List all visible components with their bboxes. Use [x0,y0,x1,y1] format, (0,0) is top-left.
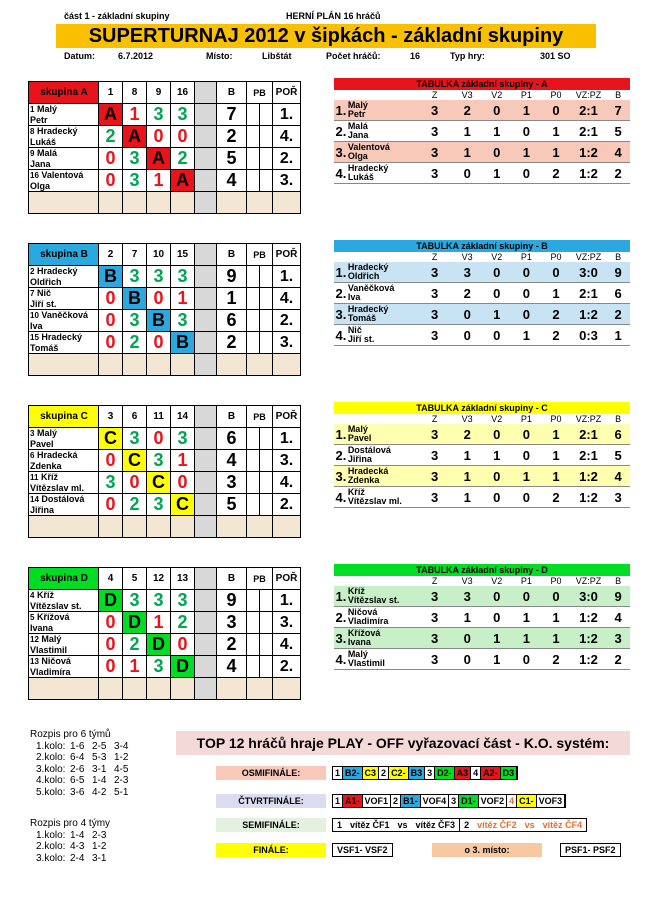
place-value: Libštát [262,51,292,61]
points-cell: 5 [217,494,247,516]
grey-cell [195,310,217,332]
group-row [29,612,301,634]
third-label: o 3. místo: [432,843,542,857]
score-cell: 0 [171,472,195,494]
ctvrt-cell: 4 [507,795,517,807]
semi-cell: vítěz ČF2 [477,820,517,830]
semi-cell: 2 [464,820,470,830]
group-row [29,104,301,126]
points-cell: 6 [217,428,247,450]
schedule-6 [30,729,136,798]
group-row [29,494,301,516]
group-label: skupina B [29,244,99,266]
semi-cell: vs [524,820,535,830]
grey-cell [195,126,217,148]
grey-cell [195,612,217,634]
score-cell: A [123,126,147,148]
player-name: 14 Dostálová Jiřina [29,494,99,516]
pb-cell [247,148,273,170]
points-cell: 5 [217,148,247,170]
score-cell: 1 [147,612,171,634]
ctvrt-cell: D1- [459,795,479,807]
standings-row: 2. Ničová Vladimíra 3 1 0 1 1 1:2 4 [334,607,630,628]
rank-cell: 2. [273,656,301,678]
rank-cell: 1. [273,104,301,126]
score-cell: 3 [171,104,195,126]
standings-row: 1. Hradecký Oldřich 3 3 0 0 0 3:0 9 [334,262,630,283]
rank-cell: 2. [273,148,301,170]
group-table-d [28,567,301,700]
score-cell: 0 [99,634,123,656]
semi-box [332,818,587,832]
standings-row: 4. Nič Jiří st. 3 0 0 1 2 0:3 1 [334,325,630,346]
group-num: 15 [171,244,195,266]
osm-cell: C2- [389,767,409,779]
ctvrt-cell: C1- [517,795,537,807]
score-cell: 1 [171,450,195,472]
schedule-row: 5.kolo: 3-6 4-2 5-1 [36,786,129,798]
player-name: 8 Hradecký Lukáš [29,126,99,148]
score-cell: B [147,310,171,332]
standings-cols: Z V3 V2 P1 P0 VZ:PZ B [431,90,622,100]
group-num: 10 [147,244,171,266]
pb-cell [247,104,273,126]
player-name: 15 Hradecký Tomáš [29,332,99,354]
rank-cell: 1. [273,428,301,450]
group-num: 12 [147,568,171,590]
osm-cell: B2- [343,767,363,779]
group-row [29,266,301,288]
schedule-row: 1.kolo: 1-4 2-3 [36,829,107,841]
group-table-c [28,405,301,538]
score-cell: 3 [123,590,147,612]
score-cell: 2 [99,126,123,148]
group-num: 14 [171,406,195,428]
standings-c [334,402,630,508]
group-num: 8 [123,82,147,104]
group-num: 9 [147,82,171,104]
ctvrt-cell: VOF2 [479,795,508,807]
rank-cell: 4. [273,634,301,656]
score-cell: 0 [99,148,123,170]
standings-a [334,78,630,184]
osm-cell: B3 [409,767,426,779]
semi-label: SEMIFINÁLE: [216,818,326,832]
osm-cell: 2 [379,767,389,779]
group-num: 16 [171,82,195,104]
points-cell: 3 [217,472,247,494]
score-cell: 3 [171,266,195,288]
grey-cell [195,288,217,310]
rank-cell: 1. [273,266,301,288]
semi-cell: vítěz ČF1 [350,820,390,830]
score-cell: C [99,428,123,450]
rank-cell: 2. [273,310,301,332]
col-b: B [217,244,247,266]
col-b: B [217,406,247,428]
osm-cell: C3 [363,767,380,779]
score-cell: 0 [99,310,123,332]
group-num: 7 [123,244,147,266]
points-cell: 2 [217,332,247,354]
col-pb: PB [247,82,273,104]
score-cell: 2 [123,634,147,656]
score-cell: 3 [99,472,123,494]
osm-cell: 1 [333,767,343,779]
score-cell: 1 [123,656,147,678]
group-row [29,126,301,148]
player-name: 12 Malý Vlastimil [29,634,99,656]
score-cell: 3 [147,266,171,288]
grey-cell [195,590,217,612]
player-name: 13 Ničová Vladimíra [29,656,99,678]
col-pb: PB [247,568,273,590]
score-cell: 3 [171,590,195,612]
score-cell: 2 [171,148,195,170]
group-row [29,656,301,678]
pb-cell [247,494,273,516]
schedule-4-title: Rozpis pro 4 týmy [30,818,111,829]
pb-cell [247,332,273,354]
group-table-a [28,81,301,214]
score-cell: 3 [123,170,147,192]
rank-cell: 3. [273,612,301,634]
schedule-6-title: Rozpis pro 6 týmů [30,729,111,740]
schedule-row: 1.kolo: 1-6 2-5 3-4 [36,740,129,752]
points-cell: 1 [217,288,247,310]
standings-row: 3. Křížová Ivana 3 0 1 1 1 1:2 3 [334,628,630,649]
pb-cell [247,634,273,656]
standings-title: TABULKA základní skupiny - C [334,402,630,414]
grey-cell [195,450,217,472]
group-num: 4 [99,568,123,590]
players-value: 16 [410,51,421,61]
col-por: POŘ [273,406,301,428]
standings-cols: Z V3 V2 P1 P0 VZ:PZ B [431,414,622,424]
score-cell: D [99,590,123,612]
score-cell: A [99,104,123,126]
group-row [29,170,301,192]
standings-row: 4. Malý Vlastimil 3 0 1 0 2 1:2 2 [334,649,630,670]
group-num: 5 [123,568,147,590]
score-cell: 3 [171,428,195,450]
game-type-value: 301 SO [540,51,571,61]
date-label: Datum: [64,51,95,61]
score-cell: 3 [123,266,147,288]
pb-cell [247,288,273,310]
score-cell: 2 [123,494,147,516]
score-cell: 0 [99,450,123,472]
standings-row: 4. Hradecký Lukáš 3 0 1 0 2 1:2 2 [334,163,630,184]
col-por: POŘ [273,568,301,590]
points-cell: 4 [217,656,247,678]
grey-cell [195,634,217,656]
rank-cell: 1. [273,590,301,612]
col-b: B [217,82,247,104]
standings-cols: Z V3 V2 P1 P0 VZ:PZ B [431,576,622,586]
group-row [29,332,301,354]
semi-cell: vítěz ČF4 [542,820,583,830]
score-cell: 2 [171,612,195,634]
standings-row: 2. Dostálová Jiřina 3 1 1 0 1 2:1 5 [334,445,630,466]
score-cell: 0 [99,656,123,678]
score-cell: 3 [147,104,171,126]
ctvrt-cell: VOF1 [363,795,392,807]
pb-cell [247,590,273,612]
score-cell: 0 [99,170,123,192]
points-cell: 2 [217,126,247,148]
score-cell: 3 [147,590,171,612]
osm-cell: D2- [435,767,455,779]
score-cell: 0 [171,126,195,148]
player-name: 3 Malý Pavel [29,428,99,450]
score-cell: 0 [123,472,147,494]
standings-row: 3. Hradecký Tomáš 3 0 1 0 2 1:2 2 [334,304,630,325]
group-label: skupina C [29,406,99,428]
osm-cell: A3 [455,767,472,779]
points-cell: 9 [217,266,247,288]
player-name: 7 Nič Jiří st. [29,288,99,310]
standings-row: 3. Hradecká Zdenka 3 1 0 1 1 1:2 4 [334,466,630,487]
score-cell: 0 [171,634,195,656]
group-num: 1 [99,82,123,104]
score-cell: 0 [99,288,123,310]
rank-cell: 3. [273,170,301,192]
ctvrt-cell: B1- [401,795,421,807]
standings-d [334,564,630,670]
score-cell: B [171,332,195,354]
standings-row: 2. Malá Jana 3 1 1 0 1 2:1 5 [334,121,630,142]
group-row [29,310,301,332]
group-label: skupina D [29,568,99,590]
players-label: Počet hráčů: [326,51,381,61]
player-name: 1 Malý Petr [29,104,99,126]
grey-cell [195,494,217,516]
player-name: 9 Malá Jana [29,148,99,170]
score-cell: C [171,494,195,516]
semi-cell: 1 [337,820,343,830]
score-cell: C [147,472,171,494]
standings-title: TABULKA základní skupiny - A [334,78,630,90]
group-row [29,472,301,494]
col-pb: PB [247,406,273,428]
schedule-row: 3.kolo: 2-4 3-1 [36,852,107,864]
standings-title: TABULKA základní skupiny - D [334,564,630,576]
schedule-4 [30,818,114,864]
ctvrt-cell: VOF4 [421,795,450,807]
osm-cell: D3 [501,767,518,779]
player-name: 6 Hradecká Zdenka [29,450,99,472]
pb-cell [247,428,273,450]
group-row [29,428,301,450]
grey-cell [195,82,217,104]
group-num: 6 [123,406,147,428]
score-cell: A [147,148,171,170]
final-box: VSF1- VSF2 [332,843,393,857]
pb-cell [247,170,273,192]
standings-cols: Z V3 V2 P1 P0 VZ:PZ B [431,252,622,262]
score-cell: 0 [147,428,171,450]
player-name: 10 Vaněčková Iva [29,310,99,332]
player-name: 5 Křížová Ivana [29,612,99,634]
grey-cell [195,656,217,678]
rank-cell: 2. [273,494,301,516]
points-cell: 6 [217,310,247,332]
score-cell: 0 [99,494,123,516]
score-cell: 0 [99,332,123,354]
col-b: B [217,568,247,590]
part-label: část 1 - základní skupiny [64,11,170,21]
plan-label: HERNÍ PLÁN 16 hráčů [286,11,381,21]
score-cell: D [123,612,147,634]
score-cell: D [147,634,171,656]
group-row [29,148,301,170]
points-cell: 2 [217,634,247,656]
score-cell: C [123,450,147,472]
pb-cell [247,126,273,148]
semi-cell: vítěz ČF3 [412,819,461,831]
group-row [29,288,301,310]
score-cell: 3 [171,310,195,332]
page-title: SUPERTURNAJ 2012 v šipkách - základní skupiny [56,24,596,48]
ctvrt-cell: 1 [333,795,343,807]
col-por: POŘ [273,244,301,266]
osm-box [332,766,518,780]
score-cell: D [171,656,195,678]
score-cell: 0 [147,288,171,310]
pb-cell [247,656,273,678]
col-pb: PB [247,244,273,266]
ctvrt-box [332,794,566,808]
pb-cell [247,472,273,494]
osm-cell: 4 [471,767,481,779]
grey-cell [195,332,217,354]
ctvrt-cell: VOF3 [537,795,566,807]
standings-row: 1. Malý Petr 3 2 0 1 0 2:1 7 [334,100,630,121]
score-cell: 3 [147,450,171,472]
group-row [29,590,301,612]
score-cell: B [123,288,147,310]
schedule-row: 2.kolo: 4-3 1-2 [36,841,107,852]
grey-cell [195,104,217,126]
rank-cell: 3. [273,450,301,472]
semi-cell: vs [397,820,408,830]
rank-cell: 4. [273,126,301,148]
final-label: FINÁLE: [216,843,326,857]
grey-cell [195,406,217,428]
standings-title: TABULKA základní skupiny - B [334,240,630,252]
ctvrt-cell: 2 [391,795,401,807]
points-cell: 9 [217,590,247,612]
points-cell: 3 [217,612,247,634]
group-num: 11 [147,406,171,428]
group-num: 2 [99,244,123,266]
score-cell: 0 [147,126,171,148]
pb-cell [247,266,273,288]
points-cell: 7 [217,104,247,126]
score-cell: 1 [147,170,171,192]
grey-cell [195,428,217,450]
schedule-row: 2.kolo: 6-4 5-3 1-2 [36,752,129,763]
grey-cell [195,568,217,590]
standings-row: 1. Malý Pavel 3 2 0 0 1 2:1 6 [334,424,630,445]
rank-cell: 3. [273,332,301,354]
score-cell: B [99,266,123,288]
grey-cell [195,472,217,494]
score-cell: 0 [99,612,123,634]
rank-cell: 4. [273,472,301,494]
standings-b [334,240,630,346]
standings-row: 1. Kříž Vítězslav st. 3 3 0 0 0 3:0 9 [334,586,630,607]
standings-row: 3. Valentová Olga 3 1 0 1 1 1:2 4 [334,142,630,163]
score-cell: 3 [123,310,147,332]
playoff-banner: TOP 12 hráčů hraje PLAY - OFF vyřazovací část - K.O. systém: [176,731,630,755]
points-cell: 4 [217,170,247,192]
pb-cell [247,612,273,634]
score-cell: A [171,170,195,192]
date-value: 6.7.2012 [118,51,154,61]
ctvrt-cell: A1- [343,795,363,807]
score-cell: 3 [147,656,171,678]
standings-row: 4. Kříž Vítězslav ml. 3 1 0 0 2 1:2 3 [334,487,630,508]
third-box: PSF1- PSF2 [560,843,621,857]
game-type-label: Typ hry: [450,51,485,61]
score-cell: 0 [147,332,171,354]
player-name: 4 Kříž Vítězslav st. [29,590,99,612]
score-cell: 3 [147,494,171,516]
score-cell: 2 [123,332,147,354]
osm-cell: 3 [425,767,435,779]
group-label: skupina A [29,82,99,104]
grey-cell [195,266,217,288]
osm-cell: A2- [481,767,501,779]
player-name: 16 Valentová Olga [29,170,99,192]
ctvrt-label: ČTVRTFINÁLE: [216,794,326,808]
group-num: 13 [171,568,195,590]
score-cell: 1 [123,104,147,126]
standings-row: 2. Vaněčková Iva 3 2 0 0 1 2:1 6 [334,283,630,304]
place-label: Místo: [206,51,233,61]
group-row [29,450,301,472]
group-table-b [28,243,301,376]
score-cell: 3 [123,428,147,450]
score-cell: 1 [171,288,195,310]
col-por: POŘ [273,82,301,104]
grey-cell [195,244,217,266]
osm-label: OSMIFINÁLE: [216,766,326,780]
ctvrt-cell: 3 [449,795,459,807]
grey-cell [195,170,217,192]
pb-cell [247,310,273,332]
schedule-row: 4.kolo: 6-5 1-4 2-3 [36,775,129,786]
group-num: 3 [99,406,123,428]
player-name: 2 Hradecký Oldřich [29,266,99,288]
score-cell: 3 [123,148,147,170]
points-cell: 4 [217,450,247,472]
group-row [29,634,301,656]
pb-cell [247,450,273,472]
rank-cell: 4. [273,288,301,310]
schedule-row: 3.kolo: 2-6 3-1 4-5 [36,763,129,775]
player-name: 11 Kříž Vítězslav ml. [29,472,99,494]
grey-cell [195,148,217,170]
